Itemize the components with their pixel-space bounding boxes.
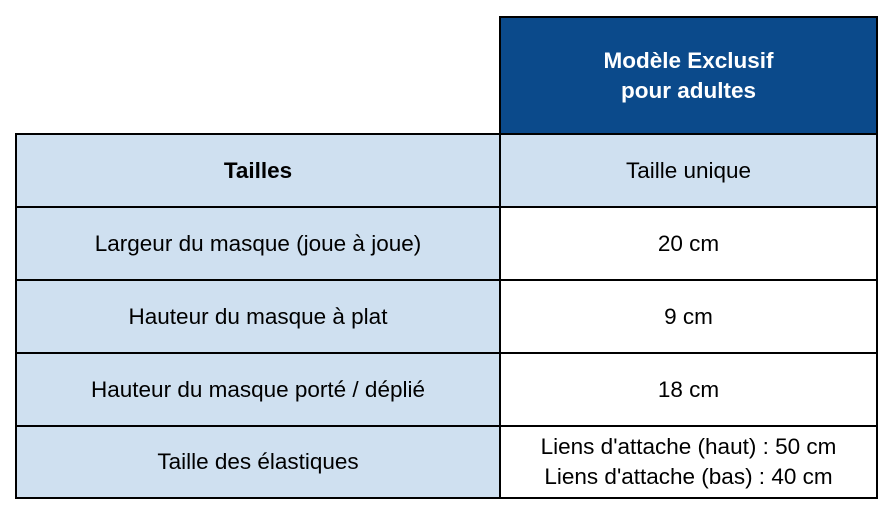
row-label-largeur: Largeur du masque (joue à joue) [16, 207, 500, 280]
row-label-hauteur-plat: Hauteur du masque à plat [16, 280, 500, 353]
model-header-cell [500, 17, 877, 134]
elastic-bottom-length: Liens d'attache (bas) : 40 cm [544, 464, 833, 489]
table-row [16, 353, 877, 426]
model-title-line2: pour adultes [620, 77, 756, 103]
row-label-hauteur-porte: Hauteur du masque porté / déplié [16, 353, 500, 426]
table-row [16, 426, 877, 498]
size-table [15, 16, 878, 499]
row-label-elastiques: Taille des élastiques [16, 426, 500, 498]
table-header-row [16, 17, 877, 134]
row-value-hauteur-plat: 9 cm [500, 280, 877, 353]
empty-corner-cell [16, 17, 500, 134]
row-value-elastiques [500, 426, 877, 498]
table-row [16, 207, 877, 280]
model-title-line1: Modèle Exclusif [603, 47, 774, 73]
row-label-tailles: Tailles [16, 134, 500, 207]
table-row [16, 280, 877, 353]
elastic-top-length: Liens d'attache (haut) : 50 cm [540, 434, 837, 459]
row-value-largeur: 20 cm [500, 207, 877, 280]
row-value-tailles: Taille unique [500, 134, 877, 207]
table-row [16, 134, 877, 207]
row-value-hauteur-porte: 18 cm [500, 353, 877, 426]
